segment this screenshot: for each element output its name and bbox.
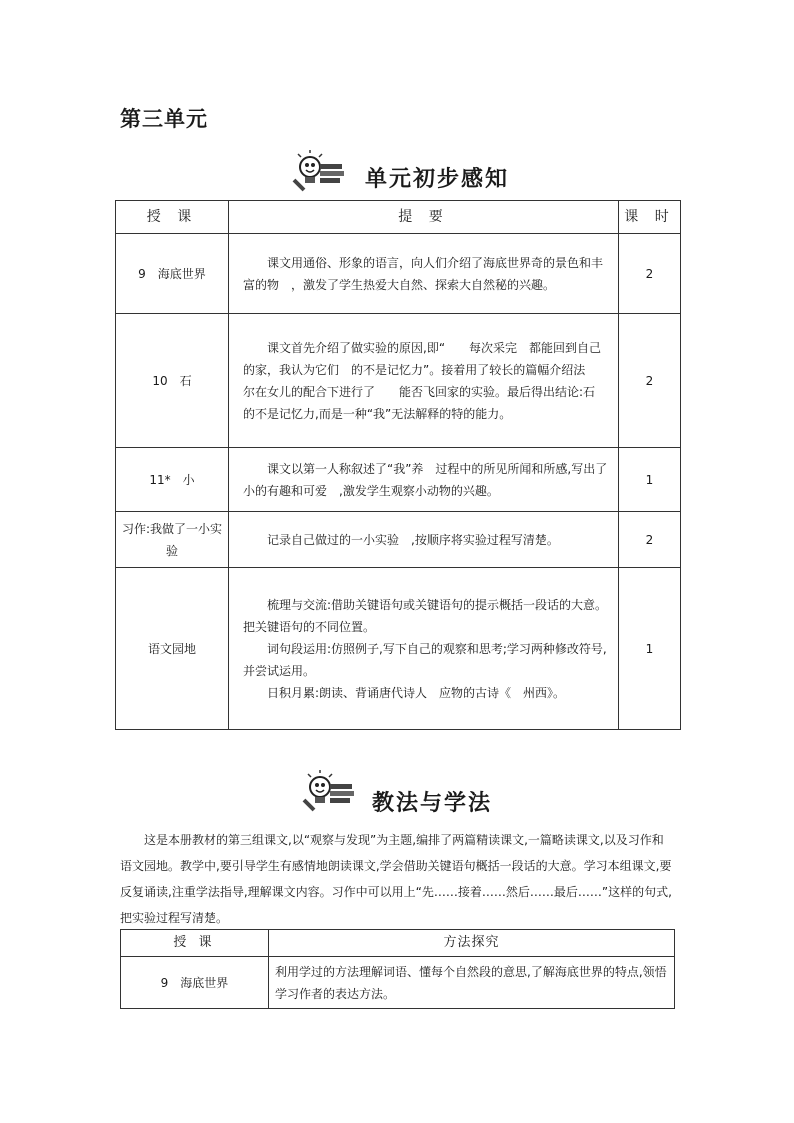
lesson-cell: 语文园地 [116,568,229,730]
summary-text: 课文用通俗、形象的语言，向人们介绍了海底世界奇的景色和丰富的物 ，激发了学生热爱大自然、探索大自然秘的兴趣。 [243,255,604,292]
table-row [121,957,675,1009]
hours-cell: 1 [619,448,681,512]
header-lesson: 授 课 [121,930,269,957]
section-title: 单元初步感知 [365,166,510,192]
hours-cell: 1 [619,568,681,730]
summary-text: 梳理与交流:借助关键语句或关键语句的提示概括一段话的大意。把关键语句的不同位置。 [243,597,608,634]
lightbulb-books-icon [290,150,346,194]
section-header-unit-perception [0,150,794,198]
header-summary: 提 要 [229,201,619,234]
table-row [116,568,681,730]
lesson-cell: 10 石 [116,314,229,448]
unit-title: 第三单元 [120,106,208,131]
header-method: 方法探究 [269,930,675,957]
summary-cell [229,512,619,568]
summary-cell [229,314,619,448]
methods-table [120,929,675,1009]
lightbulb-books-icon [300,770,356,814]
intro-paragraph [120,827,674,931]
summary-cell [229,448,619,512]
table-row [116,512,681,568]
lesson-cell: 11* 小 [116,448,229,512]
table-row [116,314,681,448]
lesson-cell: 习作:我做了一小实验 [116,512,229,568]
summary-text: 课文首先介绍了做实验的原因,即“ 每次采完 都能回到自己的家，我认为它们 的不是记忆力”。接着用了较长的篇幅介绍法 尔在女儿的配合下进行了 能否飞回家的实验。最后得出结论:石 的不是记忆力,而是一种“我”无法解释的特的能力。 [243,340,620,421]
unit-summary-table [115,200,681,730]
summary-text: 日积月累:朗读、背诵唐代诗人 应物的古诗《 州西》。 [267,685,566,700]
table-row [116,448,681,512]
summary-cell [229,234,619,314]
summary-cell [229,568,619,730]
header-lesson: 授 课 [116,201,229,234]
header-hours: 课 时 [619,201,681,234]
hours-cell: 2 [619,234,681,314]
method-cell: 利用学过的方法理解词语、懂每个自然段的意思,了解海底世界的特点,领悟学习作者的表达方法。 [269,957,675,1009]
intro-text: 这是本册教材的第三组课文,以“观察与发现”为主题,编排了两篇精读课文,一篇略读课文,以及习作和语文园地。教学中,要引导学生有感情地朗读课文,学会借助关键语句概括一段话的大意。学习本组课文,要反复诵读,注重学法指导,理解课文内容。习作中可以用上“先……接着……然后……最后……”这样的句式,把实验过程写清楚。 [120,833,672,925]
table-header-row [116,201,681,234]
summary-text: 词句段运用:仿照例子,写下自己的观察和思考;学习两种修改符号,并尝试运用。 [243,641,607,678]
summary-text: 课文以第一人称叙述了“我”养 过程中的所见所闻和所感,写出了小的有趣和可爱 ,激发学生观察小动物的兴趣。 [243,461,608,498]
section-header-methods [0,770,794,818]
summary-text: 记录自己做过的一小实验 ,按顺序将实验过程写清楚。 [267,532,559,547]
hours-cell: 2 [619,314,681,448]
table-row [116,234,681,314]
lesson-cell: 9 海底世界 [116,234,229,314]
lesson-cell: 9 海底世界 [121,957,269,1009]
hours-cell: 2 [619,512,681,568]
section-title: 教法与学法 [372,790,493,816]
table-header-row [121,930,675,957]
